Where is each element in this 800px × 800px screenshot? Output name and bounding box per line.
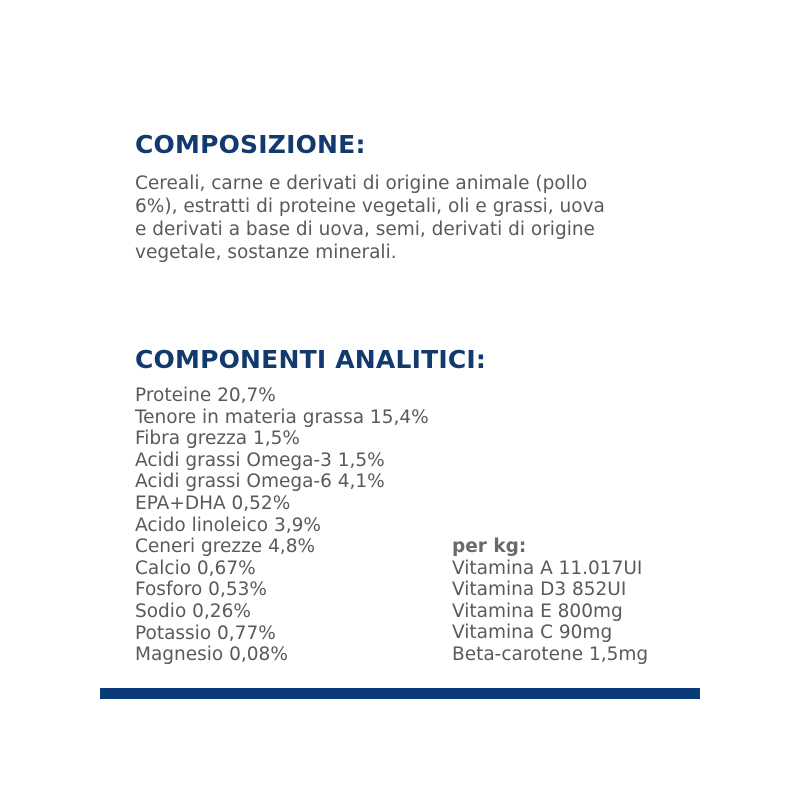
analytical-item: Fosforo 0,53% xyxy=(135,579,267,601)
composition-line: e derivati a base di uova, semi, derivati di origine xyxy=(135,219,595,240)
vitamin-item: Vitamina E 800mg xyxy=(452,600,623,622)
analytical-item: Fibra grezza 1,5% xyxy=(135,428,300,450)
composition-text xyxy=(135,172,655,264)
analytical-item: Acidi grassi Omega-3 1,5% xyxy=(135,449,385,471)
vitamin-item: Beta-carotene 1,5mg xyxy=(452,643,649,665)
analytical-heading: COMPONENTI ANALITICI: xyxy=(135,345,487,374)
analytical-item: Proteine 20,7% xyxy=(135,385,276,406)
composition-line: 6%), estratti di proteine vegetali, oli e grassi, uova xyxy=(135,196,605,217)
analytical-list xyxy=(135,385,429,666)
composition-line: vegetale, sostanze minerali. xyxy=(135,242,397,263)
analytical-item: Tenore in materia grassa 15,4% xyxy=(135,406,429,428)
vitamin-item: Vitamina C 90mg xyxy=(452,622,613,644)
analytical-item: EPA+DHA 0,52% xyxy=(135,492,291,514)
composition-line: Cereali, carne e derivati di origine animale (pollo xyxy=(135,173,588,194)
analytical-item: Potassio 0,77% xyxy=(135,622,276,644)
analytical-item: Ceneri grezze 4,8% xyxy=(135,536,316,558)
composition-heading: COMPOSIZIONE: xyxy=(135,130,366,159)
analytical-item: Magnesio 0,08% xyxy=(135,644,288,666)
footer-divider-bar xyxy=(100,688,700,699)
analytical-item: Acidi grassi Omega-6 4,1% xyxy=(135,471,385,493)
per-kg-label: per kg: xyxy=(452,536,527,557)
vitamin-item: Vitamina A 11.017UI xyxy=(452,557,643,579)
analytical-item: Sodio 0,26% xyxy=(135,600,251,622)
analytical-item: Calcio 0,67% xyxy=(135,557,256,579)
analytical-item: Acido linoleico 3,9% xyxy=(135,514,321,536)
vitamin-item: Vitamina D3 852UI xyxy=(452,579,627,601)
per-kg-list xyxy=(452,536,648,666)
